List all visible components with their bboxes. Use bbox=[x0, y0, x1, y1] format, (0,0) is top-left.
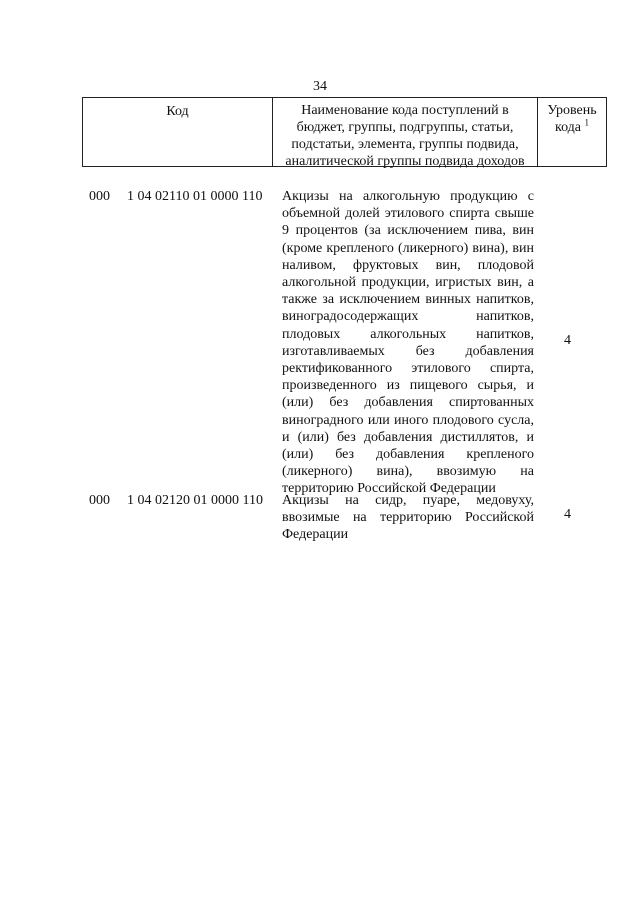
page-number: 34 bbox=[313, 79, 327, 94]
header-name-cell bbox=[273, 98, 538, 169]
row-description: Акцизы на алкогольную продукцию с объемной долей этилового спирта свыше 9 процентов (за исключением пива, вин (кроме крепленого (ликерного) вина), вин наливом, фруктовых вин, плодовой алкогольной продукции, игристых вин, а также за исключением винных напитков, виноградосодержащих напитков, плодовых алкогольных напитков, изготавливаемых без добавления ректификованного этилового спирта, произведенного из пищевого сырья, и (или) без добавления спиртованных виноградного или иного плодового сусла, и (или) без добавления дистиллятов, и (или) без добавления крепленого (ликерного) вина), ввозимую на территорию Российской Федерации bbox=[282, 189, 534, 497]
header-name-line: аналитической группы подвида доходов bbox=[285, 154, 525, 169]
header-level-word: кода bbox=[554, 120, 582, 135]
row-code: 1 04 02120 01 0000 110 bbox=[127, 493, 263, 508]
header-code-cell bbox=[83, 98, 273, 166]
row-description: Акцизы на сидр, пуаре, медовуху, ввозимые на территорию Российской Федерации bbox=[282, 493, 534, 543]
header-name-line: подстатьи, элемента, группы подвида, bbox=[291, 137, 519, 152]
header-name-line: бюджет, группы, подгруппы, статьи, bbox=[296, 120, 514, 135]
header-level-label-2 bbox=[538, 119, 606, 136]
row-level: 4 bbox=[564, 507, 571, 522]
row-prefix: 000 bbox=[89, 189, 110, 204]
row-code: 1 04 02110 01 0000 110 bbox=[127, 189, 263, 204]
header-code-label: Код bbox=[166, 104, 189, 119]
header-level-label: Уровень bbox=[547, 103, 597, 118]
table-header bbox=[82, 97, 607, 167]
header-name-line: Наименование кода поступлений в bbox=[301, 103, 509, 118]
row-level: 4 bbox=[564, 333, 571, 348]
footnote-marker: 1 bbox=[584, 117, 590, 128]
row-prefix: 000 bbox=[89, 493, 110, 508]
header-level-cell bbox=[538, 98, 606, 166]
